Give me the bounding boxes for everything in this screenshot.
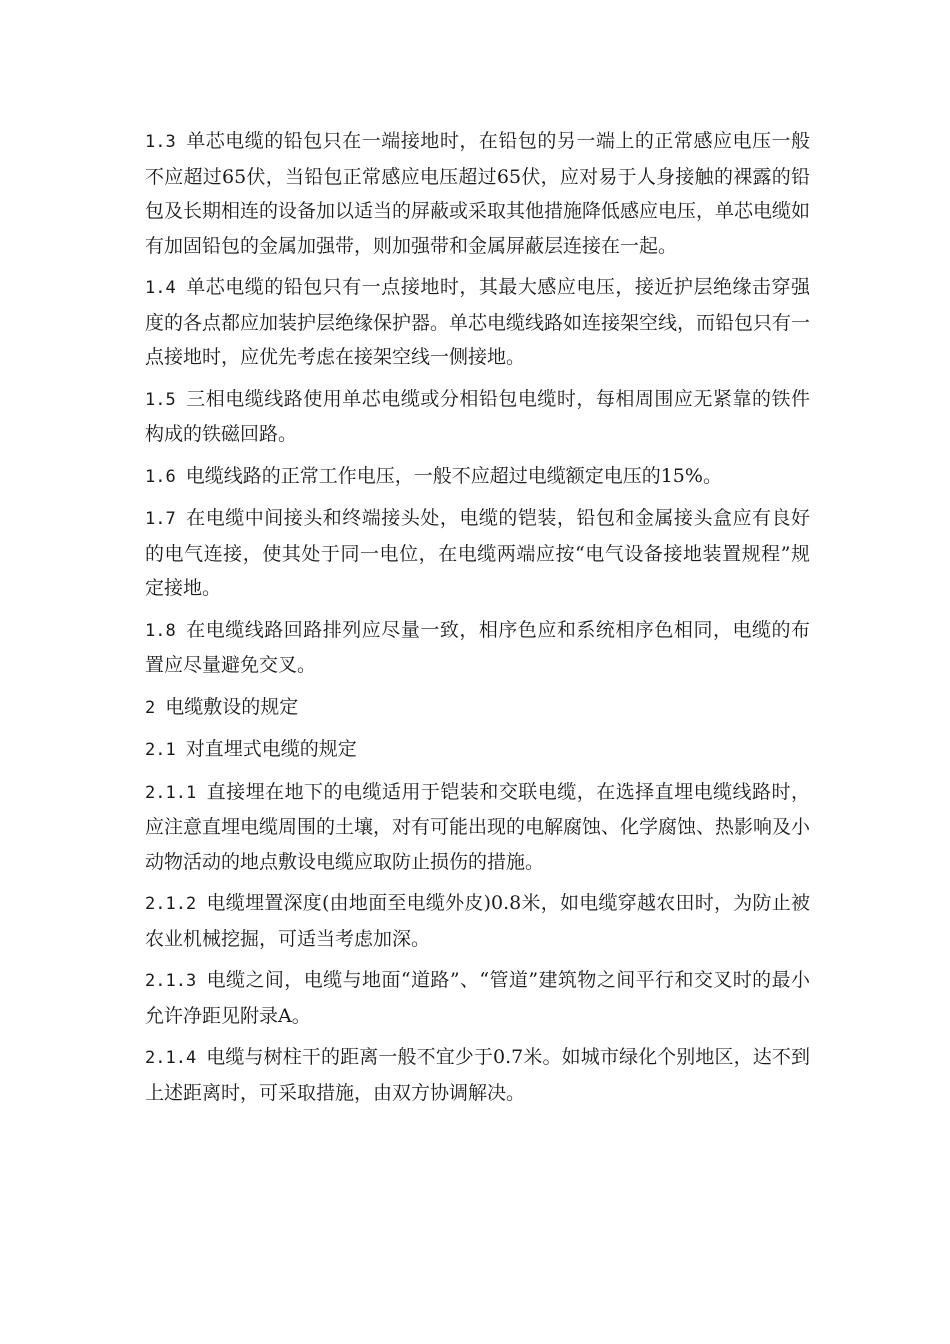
document-body: [145, 124, 810, 1117]
paragraph-2-1-3: [145, 963, 810, 1033]
paragraph-text: 电缆与树柱干的距离一般不宜少于0.7米。如城市绿化个别地区，达不到上述距离时，可采取措施，由双方协调解决。: [145, 1046, 810, 1104]
section-number: 2.1.3: [145, 971, 197, 991]
paragraph-text: 电缆埋置深度(由地面至电缆外皮)0.8米，如电缆穿越农田时，为防止被农业机械挖掘，可适当考虑加深。: [145, 892, 810, 950]
section-number: 1.7: [145, 509, 176, 529]
paragraph-1-4: [145, 270, 810, 375]
paragraph-1-5: [145, 382, 810, 452]
section-number: 1.8: [145, 620, 176, 641]
section-heading-text: 对直埋式电缆的规定: [185, 738, 357, 760]
paragraph-2-1-1: [145, 775, 810, 880]
section-number: 2.1: [145, 740, 176, 760]
paragraph-1-3: [145, 124, 810, 263]
section-heading-text: 电缆敷设的规定: [165, 695, 299, 718]
paragraph-text: 直接埋在地下的电缆适用于铠装和交联电缆，在选择直埋电缆线路时，应注意直埋电缆周围的土壤，对有可能出现的电解腐蚀、化学腐蚀、热影响及小动物活动的地点敷设电缆应取防止损伤的措施。: [145, 780, 811, 873]
section-number: 2.1.2: [145, 894, 197, 914]
paragraph-2-1-4: [145, 1040, 810, 1110]
section-number: 1.6: [145, 466, 176, 487]
section-number: 2: [145, 697, 156, 718]
section-number: 2.1.1: [145, 782, 197, 803]
paragraph-text: 在电缆中间接头和终端接头处，电缆的铠装，铅包和金属接头盒应有良好的电气连接，使其处于同一电位，在电缆两端应按“电气设备接地装置规程”规定接地。: [145, 507, 810, 599]
section-heading-2: [145, 690, 810, 726]
section-heading-2-1: [145, 732, 810, 768]
paragraph-1-6: [145, 459, 810, 495]
section-number: 1.5: [145, 389, 176, 410]
paragraph-text: 在电缆线路回路排列应尽量一致，相序色应和系统相序色相同，电缆的布置应尽量避免交叉。: [145, 618, 810, 676]
section-number: 1.3: [145, 132, 176, 152]
paragraph-text: 电缆之间，电缆与地面“道路”、“管道”建筑物之间平行和交叉时的最小允许净距见附录A。: [145, 969, 810, 1027]
section-number: 2.1.4: [145, 1048, 197, 1068]
paragraph-text: 单芯电缆的铅包只在一端接地时，在铅包的另一端上的正常感应电压一般不应超过65伏，当铅包正常感应电压超过65伏，应对易于人身接触的裸露的铅包及长期相连的设备加以适当的屏蔽或采取其他措施降低感应电压，单芯电缆如有加固铅包的金属加强带，则加强带和金属屏蔽层连接在一起。: [145, 130, 811, 257]
section-number: 1.4: [145, 278, 176, 298]
paragraph-text: 三相电缆线路使用单芯电缆或分相铅包电缆时，每相周围应无紧靠的铁件构成的铁磁回路。: [145, 387, 810, 445]
paragraph-1-8: [145, 613, 810, 683]
paragraph-text: 单芯电缆的铅包只有一点接地时，其最大感应电压，接近护层绝缘击穿强度的各点都应加装护层绝缘保护器。单芯电缆线路如连接架空线，而铅包只有一点接地时，应优先考虑在接架空线一侧接地。: [145, 276, 811, 368]
paragraph-text: 电缆线路的正常工作电压，一般不应超过电缆额定电压的15%。: [185, 464, 722, 487]
paragraph-1-7: [145, 501, 810, 606]
paragraph-2-1-2: [145, 886, 810, 956]
